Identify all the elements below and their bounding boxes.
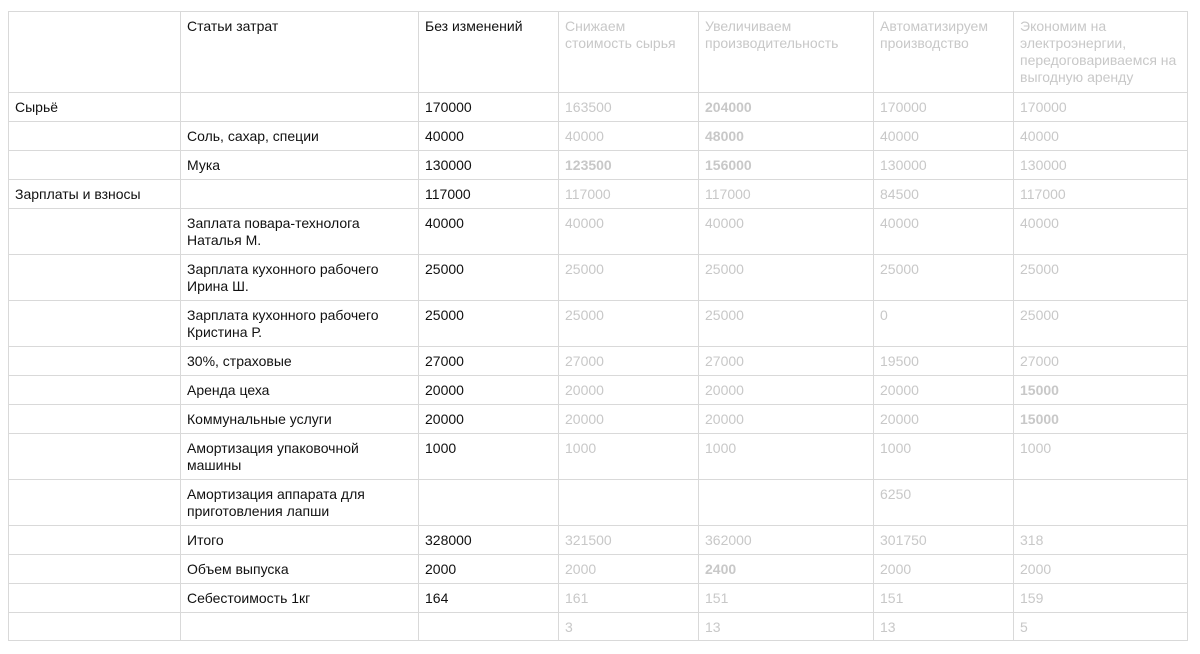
value-cell[interactable]: 130000 <box>1014 151 1188 180</box>
item-cell[interactable]: Итого <box>181 526 419 555</box>
value-cell[interactable]: 40000 <box>699 209 874 255</box>
value-cell[interactable]: 2000 <box>419 555 559 584</box>
table-row <box>9 613 1188 641</box>
value-cell[interactable]: 25000 <box>874 255 1014 301</box>
value-cell[interactable]: 170000 <box>419 93 559 122</box>
value-cell[interactable]: 27000 <box>1014 347 1188 376</box>
header-item-cell[interactable]: Статьи затрат <box>181 12 419 93</box>
item-cell[interactable] <box>181 613 419 641</box>
value-cell[interactable]: 5 <box>1014 613 1188 641</box>
value-cell[interactable]: 40000 <box>559 209 699 255</box>
value-cell[interactable]: 6250 <box>874 480 1014 526</box>
header-scenario-cell[interactable]: Снижаем стоимость сырья <box>559 12 699 93</box>
value-cell[interactable]: 204000 <box>699 93 874 122</box>
table-row <box>9 555 1188 584</box>
item-cell[interactable]: Коммунальные услуги <box>181 405 419 434</box>
value-cell[interactable] <box>1014 480 1188 526</box>
item-cell[interactable]: Мука <box>181 151 419 180</box>
header-scenario-cell[interactable]: Экономим на электроэнергии, передоговариваемся на выгодную аренду <box>1014 12 1188 93</box>
value-cell[interactable]: 25000 <box>699 301 874 347</box>
value-cell[interactable]: 13 <box>874 613 1014 641</box>
value-cell[interactable]: 20000 <box>559 376 699 405</box>
spreadsheet <box>8 11 1188 641</box>
table-row <box>9 122 1188 151</box>
table-row <box>9 347 1188 376</box>
value-cell[interactable]: 84500 <box>874 180 1014 209</box>
value-cell[interactable]: 25000 <box>1014 255 1188 301</box>
item-cell[interactable] <box>181 180 419 209</box>
table-row <box>9 93 1188 122</box>
value-cell[interactable]: 301750 <box>874 526 1014 555</box>
value-cell[interactable]: 117000 <box>419 180 559 209</box>
value-cell[interactable]: 40000 <box>559 122 699 151</box>
value-cell[interactable]: 130000 <box>419 151 559 180</box>
header-category-cell[interactable] <box>9 12 181 93</box>
category-cell[interactable] <box>9 255 181 301</box>
table-row <box>9 434 1188 480</box>
value-cell[interactable]: 15000 <box>1014 376 1188 405</box>
value-cell[interactable]: 156000 <box>699 151 874 180</box>
value-cell[interactable]: 40000 <box>1014 122 1188 151</box>
value-cell[interactable]: 25000 <box>559 301 699 347</box>
item-cell[interactable]: 30%, страховые <box>181 347 419 376</box>
item-cell[interactable]: Объем выпуска <box>181 555 419 584</box>
value-cell[interactable]: 1000 <box>874 434 1014 480</box>
value-cell[interactable]: 362000 <box>699 526 874 555</box>
value-cell[interactable]: 25000 <box>419 301 559 347</box>
value-cell[interactable]: 19500 <box>874 347 1014 376</box>
value-cell[interactable]: 20000 <box>874 405 1014 434</box>
value-cell[interactable]: 1000 <box>559 434 699 480</box>
header-scenario-cell[interactable]: Без изменений <box>419 12 559 93</box>
value-cell[interactable]: 3 <box>559 613 699 641</box>
value-cell[interactable]: 25000 <box>559 255 699 301</box>
value-cell[interactable]: 20000 <box>874 376 1014 405</box>
value-cell[interactable]: 164 <box>419 584 559 613</box>
item-cell[interactable] <box>181 93 419 122</box>
category-cell[interactable] <box>9 555 181 584</box>
category-cell[interactable] <box>9 301 181 347</box>
category-cell[interactable] <box>9 405 181 434</box>
value-cell[interactable]: 2000 <box>1014 555 1188 584</box>
item-cell[interactable]: Амортизация упаковочной машины <box>181 434 419 480</box>
table-row <box>9 180 1188 209</box>
value-cell[interactable]: 170000 <box>874 93 1014 122</box>
header-scenario-cell[interactable]: Увеличиваем производительность <box>699 12 874 93</box>
value-cell[interactable]: 25000 <box>699 255 874 301</box>
value-cell[interactable]: 161 <box>559 584 699 613</box>
table-row <box>9 209 1188 255</box>
value-cell[interactable]: 2000 <box>559 555 699 584</box>
table-row <box>9 255 1188 301</box>
value-cell[interactable]: 2400 <box>699 555 874 584</box>
value-cell[interactable]: 20000 <box>419 405 559 434</box>
category-cell[interactable] <box>9 376 181 405</box>
value-cell[interactable]: 170000 <box>1014 93 1188 122</box>
item-cell[interactable]: Заплата повара-технолога Наталья М. <box>181 209 419 255</box>
value-cell[interactable]: 20000 <box>419 376 559 405</box>
cost-scenarios-table <box>8 11 1188 641</box>
value-cell[interactable]: 318 <box>1014 526 1188 555</box>
value-cell[interactable]: 2000 <box>874 555 1014 584</box>
item-cell[interactable]: Амортизация аппарата для приготовления лапши <box>181 480 419 526</box>
value-cell[interactable]: 27000 <box>419 347 559 376</box>
value-cell[interactable] <box>419 480 559 526</box>
table-row <box>9 405 1188 434</box>
value-cell[interactable]: 130000 <box>874 151 1014 180</box>
item-cell[interactable]: Зарплата кухонного рабочего Кристина Р. <box>181 301 419 347</box>
item-cell[interactable]: Себестоимость 1кг <box>181 584 419 613</box>
value-cell[interactable]: 25000 <box>419 255 559 301</box>
value-cell[interactable]: 321500 <box>559 526 699 555</box>
value-cell[interactable]: 20000 <box>699 405 874 434</box>
value-cell[interactable]: 159 <box>1014 584 1188 613</box>
value-cell[interactable]: 151 <box>699 584 874 613</box>
value-cell[interactable]: 117000 <box>1014 180 1188 209</box>
value-cell[interactable]: 13 <box>699 613 874 641</box>
value-cell[interactable]: 40000 <box>874 122 1014 151</box>
item-cell[interactable]: Зарплата кухонного рабочего Ирина Ш. <box>181 255 419 301</box>
value-cell[interactable]: 20000 <box>699 376 874 405</box>
table-row <box>9 480 1188 526</box>
value-cell[interactable]: 48000 <box>699 122 874 151</box>
value-cell[interactable]: 27000 <box>559 347 699 376</box>
category-cell[interactable]: Зарплаты и взносы <box>9 180 181 209</box>
category-cell[interactable] <box>9 526 181 555</box>
item-cell[interactable]: Соль, сахар, специи <box>181 122 419 151</box>
item-cell[interactable]: Аренда цеха <box>181 376 419 405</box>
value-cell[interactable]: 40000 <box>419 122 559 151</box>
category-cell[interactable] <box>9 151 181 180</box>
category-cell[interactable] <box>9 434 181 480</box>
value-cell[interactable] <box>419 613 559 641</box>
value-cell[interactable]: 1000 <box>699 434 874 480</box>
value-cell[interactable]: 117000 <box>699 180 874 209</box>
value-cell[interactable]: 117000 <box>559 180 699 209</box>
category-cell[interactable] <box>9 613 181 641</box>
value-cell[interactable]: 123500 <box>559 151 699 180</box>
value-cell[interactable]: 163500 <box>559 93 699 122</box>
value-cell[interactable]: 27000 <box>699 347 874 376</box>
table-row <box>9 376 1188 405</box>
table-row <box>9 526 1188 555</box>
category-cell[interactable] <box>9 480 181 526</box>
value-cell[interactable]: 15000 <box>1014 405 1188 434</box>
value-cell[interactable]: 40000 <box>419 209 559 255</box>
header-row <box>9 12 1188 93</box>
value-cell[interactable]: 151 <box>874 584 1014 613</box>
value-cell[interactable]: 0 <box>874 301 1014 347</box>
value-cell[interactable]: 1000 <box>419 434 559 480</box>
value-cell[interactable]: 25000 <box>1014 301 1188 347</box>
value-cell[interactable]: 328000 <box>419 526 559 555</box>
table-row <box>9 151 1188 180</box>
value-cell[interactable] <box>699 480 874 526</box>
value-cell[interactable]: 40000 <box>1014 209 1188 255</box>
header-scenario-cell[interactable]: Автоматизируем производство <box>874 12 1014 93</box>
table-row <box>9 301 1188 347</box>
value-cell[interactable] <box>559 480 699 526</box>
category-cell[interactable] <box>9 209 181 255</box>
category-cell[interactable] <box>9 122 181 151</box>
category-cell[interactable]: Сырьё <box>9 93 181 122</box>
value-cell[interactable]: 20000 <box>559 405 699 434</box>
category-cell[interactable] <box>9 347 181 376</box>
value-cell[interactable]: 1000 <box>1014 434 1188 480</box>
table-row <box>9 584 1188 613</box>
category-cell[interactable] <box>9 584 181 613</box>
value-cell[interactable]: 40000 <box>874 209 1014 255</box>
